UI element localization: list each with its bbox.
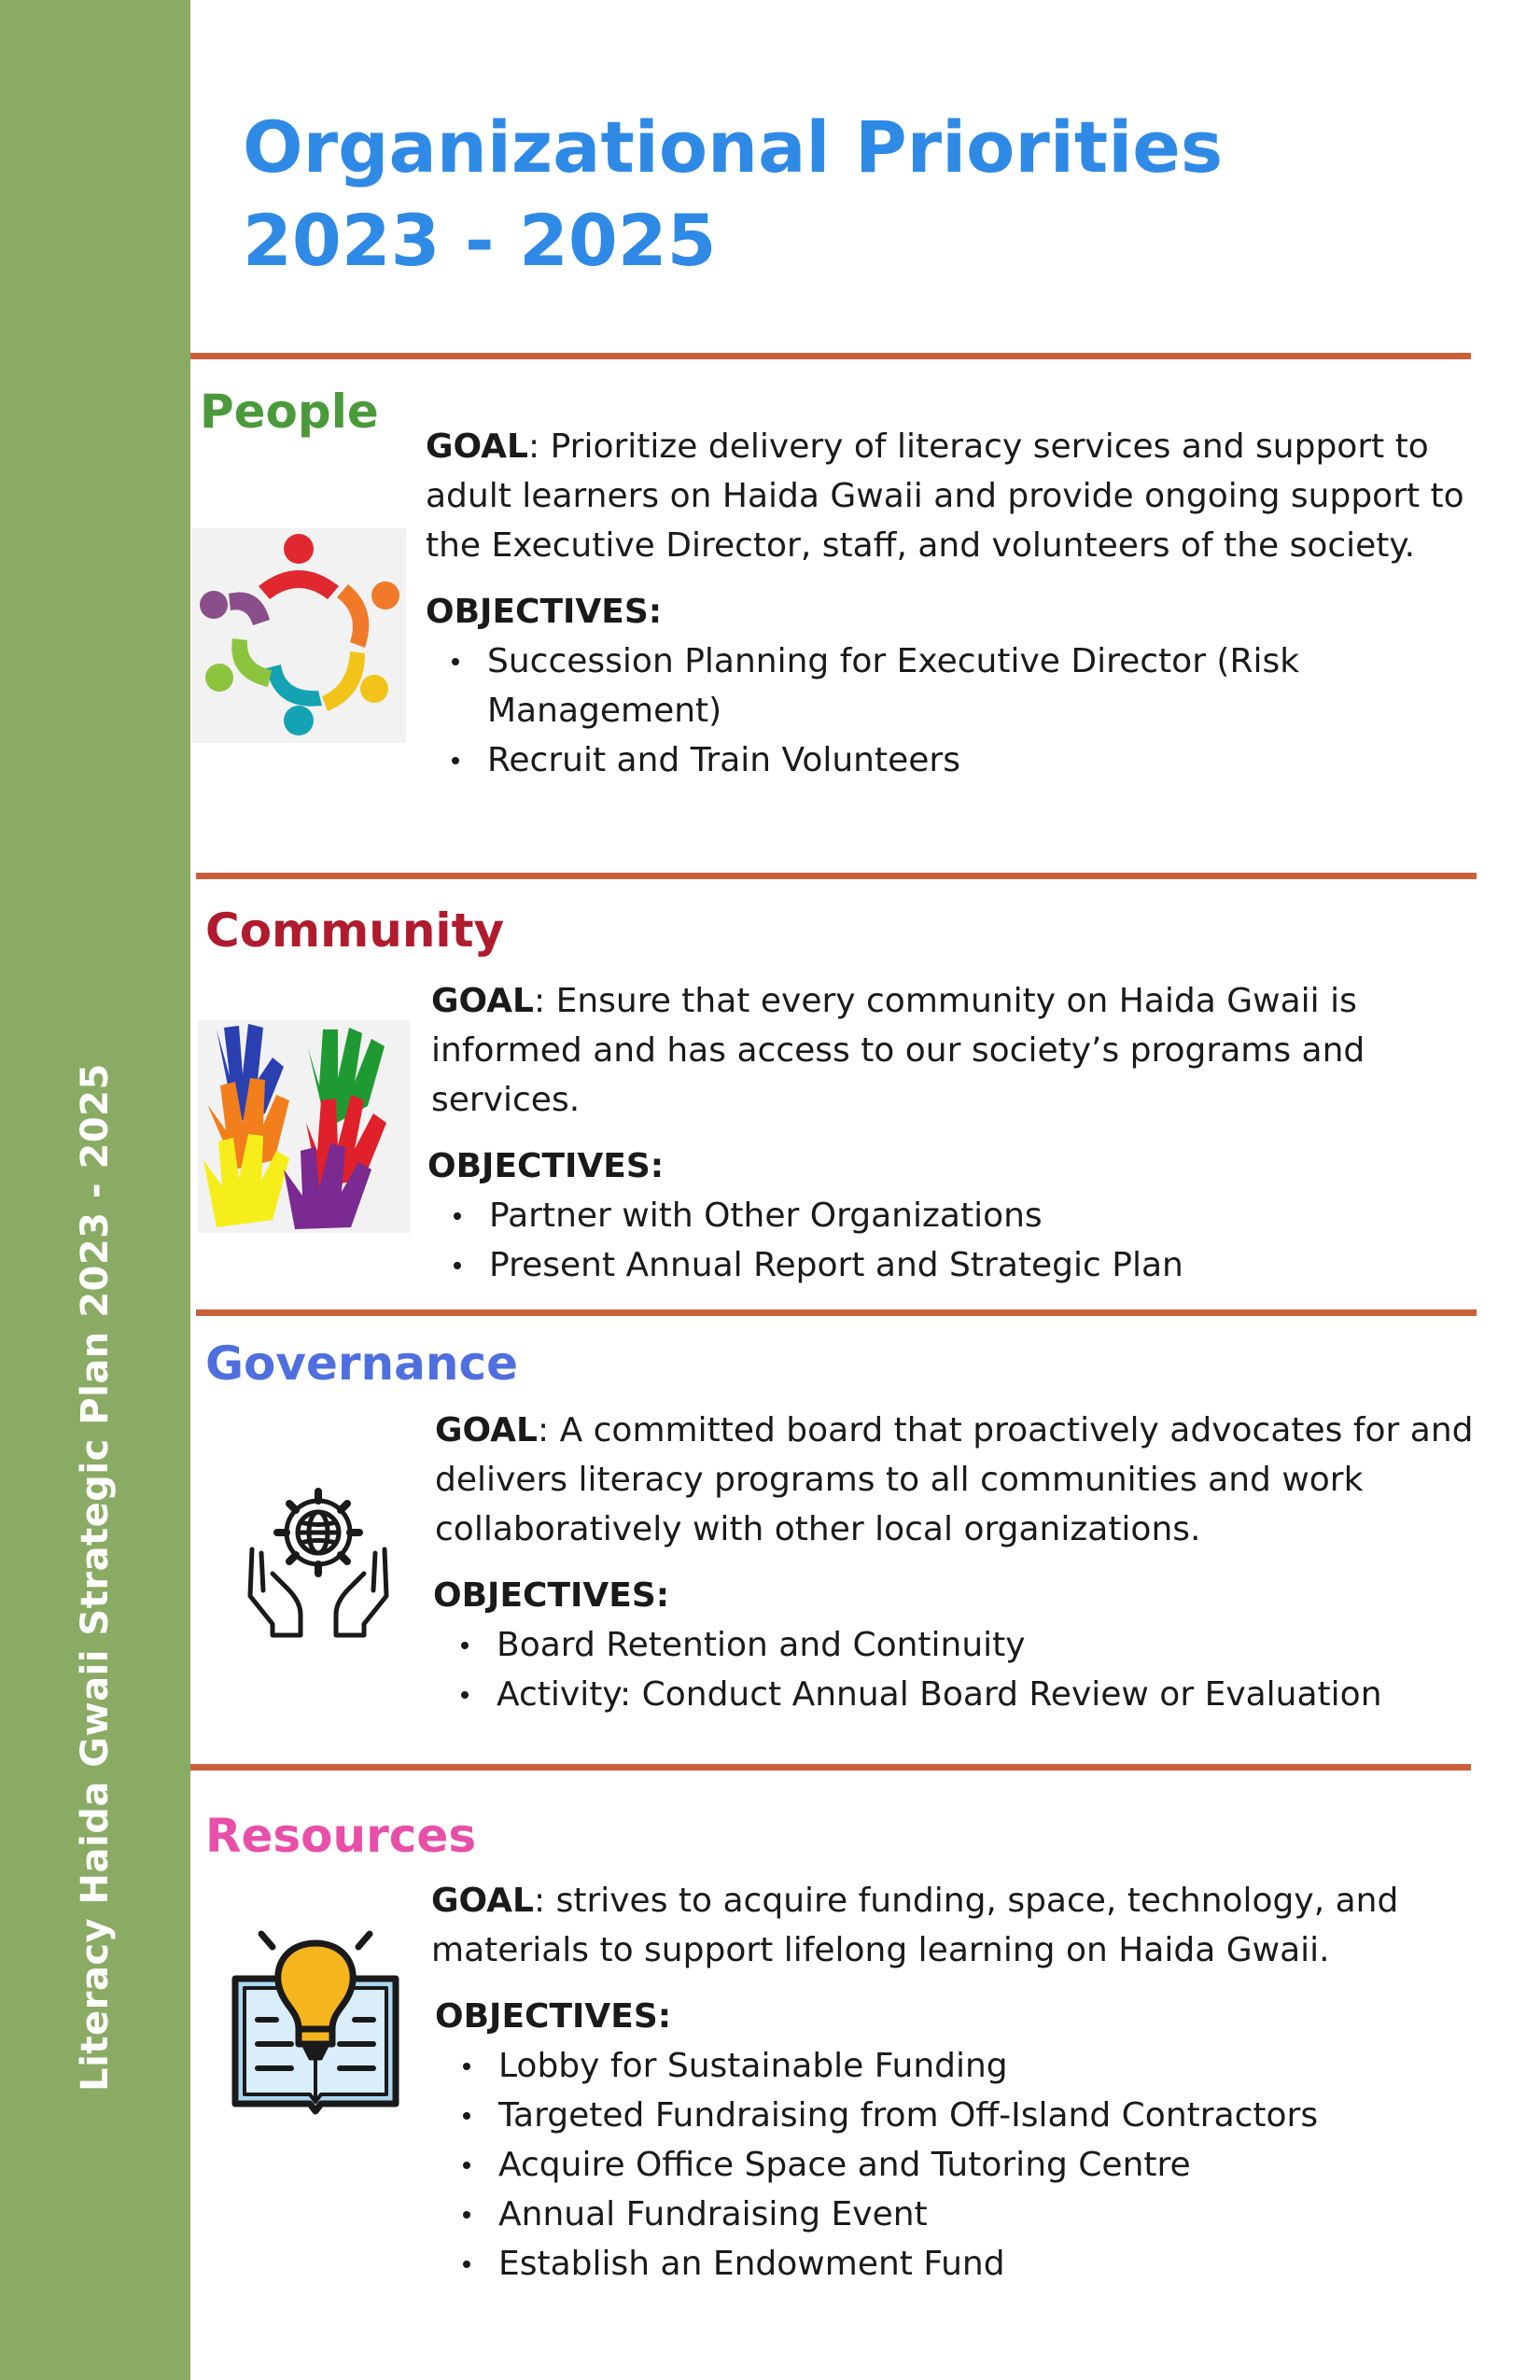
- section-title-people: People: [200, 385, 379, 439]
- resources-goal-label: GOAL: [431, 1882, 534, 1920]
- divider-people-community: [196, 873, 1477, 879]
- list-item: Targeted Fundraising from Off-Island Contractors: [498, 2091, 1477, 2140]
- section-title-resources: Resources: [205, 1809, 477, 1863]
- resources-content: [431, 1876, 1477, 2289]
- hands-globe-gear-icon: [241, 1484, 396, 1639]
- governance-objectives-label: OBJECTIVES:: [433, 1576, 670, 1615]
- list-item: Board Retention and Continuity: [497, 1620, 1480, 1670]
- list-item: Present Annual Report and Strategic Plan: [489, 1240, 1477, 1290]
- people-content: [426, 422, 1471, 785]
- community-content: [427, 976, 1477, 1290]
- page-title-line2: 2023 - 2025: [243, 199, 717, 282]
- list-item: Succession Planning for Executive Director (Risk Management): [487, 637, 1471, 735]
- list-item: Lobby for Sustainable Funding: [498, 2041, 1477, 2091]
- divider-top: [190, 353, 1471, 359]
- people-goal-text: : Prioritize delivery of literacy services and support to adult learners on Haida Gwaii and provide ongoing support to the Executive Director, staff, and volunteers of the society.: [426, 427, 1464, 565]
- list-item: Acquire Office Space and Tutoring Centre: [498, 2140, 1477, 2190]
- colorful-hands-icon: [198, 1020, 411, 1233]
- governance-objectives-list: [435, 1620, 1480, 1719]
- list-item: Establish an Endowment Fund: [498, 2239, 1477, 2289]
- resources-goal-text: : strives to acquire funding, space, technology, and materials to support lifelong learning on Haida Gwaii.: [431, 1882, 1399, 1969]
- community-objectives-list: [431, 1191, 1477, 1290]
- list-item: Partner with Other Organizations: [489, 1191, 1477, 1240]
- page-title: [243, 101, 1223, 287]
- sidebar-title: Literacy Haida Gwaii Strategic Plan 2023 - 2025: [74, 1063, 117, 2092]
- resources-goal: [431, 1876, 1477, 1975]
- community-objectives-label: OBJECTIVES:: [427, 1147, 665, 1185]
- people-goal-label: GOAL: [426, 427, 528, 466]
- resources-objectives-label: OBJECTIVES:: [435, 1997, 672, 2036]
- community-goal-text: : Ensure that every community on Haida Gwaii is informed and has access to our society’s programs and services.: [431, 982, 1365, 1119]
- list-item: Activity: Conduct Annual Board Review or Evaluation: [497, 1670, 1480, 1719]
- list-item: Annual Fundraising Event: [498, 2190, 1477, 2239]
- sidebar: [0, 0, 190, 2380]
- people-circle-icon: [191, 528, 406, 743]
- section-title-governance: Governance: [205, 1337, 519, 1391]
- governance-goal: [435, 1406, 1480, 1554]
- divider-community-governance: [196, 1309, 1477, 1316]
- section-title-community: Community: [205, 903, 505, 958]
- governance-goal-label: GOAL: [435, 1411, 538, 1449]
- resources-objectives-list: [431, 2041, 1477, 2289]
- people-objectives-list: [426, 637, 1471, 785]
- list-item: Recruit and Train Volunteers: [487, 735, 1471, 785]
- governance-content: [435, 1406, 1480, 1719]
- community-goal-label: GOAL: [431, 982, 534, 1020]
- governance-goal-text: : A committed board that proactively advocates for and delivers literacy programs to all communities and work collaboratively with other local organizations.: [435, 1411, 1474, 1548]
- page-title-line1: Organizational Priorities: [243, 105, 1224, 189]
- book-lightbulb-icon: [224, 1925, 407, 2115]
- people-objectives-label: OBJECTIVES:: [426, 593, 663, 631]
- divider-governance-resources: [190, 1764, 1471, 1771]
- people-goal: [426, 422, 1471, 570]
- community-goal: [431, 976, 1477, 1125]
